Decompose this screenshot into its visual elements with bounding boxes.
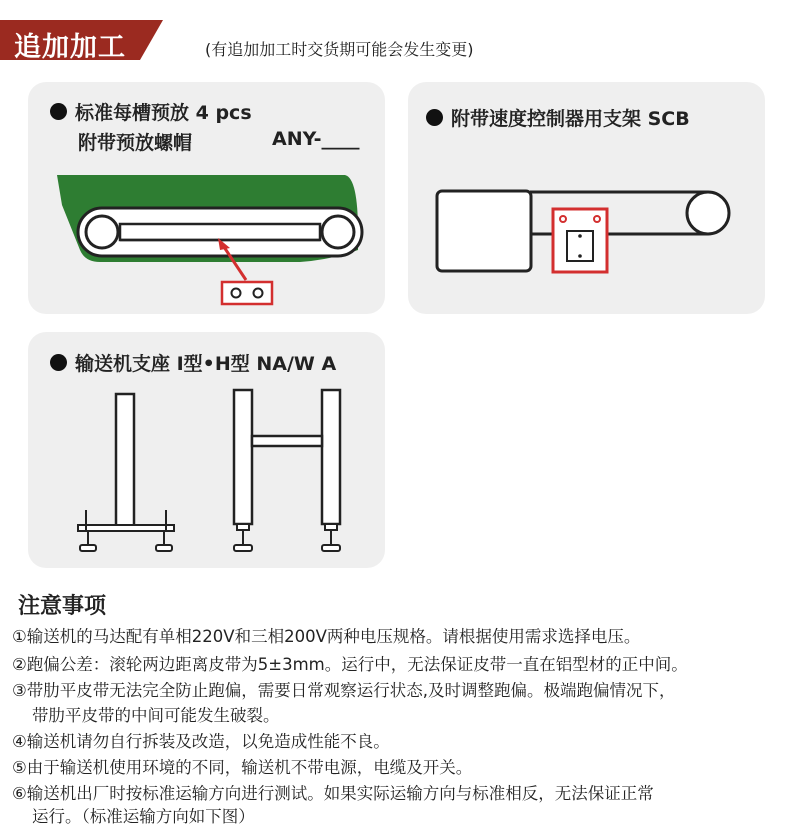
note-item-6: ⑥输送机出厂时按标准运输方向进行测试。如果实际运输方向与标准相反，无法保证正常 — [12, 784, 654, 803]
note-item-1: ①输送机的马达配有单相220V和三相200V两种电压规格。请根据使用需求选择电压。 — [12, 627, 641, 646]
note-item-6-cont: 运行。（标准运输方向如下图） — [32, 807, 255, 826]
card1-line1: 标准每槽预放 4 pcs — [50, 98, 252, 125]
i-type-stand — [78, 394, 174, 551]
note-item-3: ③带肋平皮带无法完全防止跑偏，需要日常观察运行状态,及时调整跑偏。极端跑偏情况下， — [12, 681, 676, 700]
card3-title: 输送机支座 I型•H型 NA/W A — [50, 349, 336, 376]
note-item-2: ②跑偏公差：滚轮两边距离皮带为5±3mm。运行中，无法保证皮带一直在铝型材的正中间。 — [12, 655, 688, 674]
card1-line2-label: 附带预放螺帽 — [78, 132, 193, 154]
section-note: (有追加加工时交货期可能会发生变更) — [205, 40, 474, 59]
h-type-stand — [234, 390, 340, 551]
note-item-3-cont: 带肋平皮带的中间可能发生破裂。 — [32, 706, 280, 725]
note-item-5: ⑤由于输送机使用环境的不同，输送机不带电源，电缆及开关。 — [12, 758, 473, 777]
notes-title: 注意事项 — [18, 594, 107, 619]
section-title: 追加加工 — [14, 32, 126, 63]
card2-title: 附带速度控制器用支架 SCB — [426, 104, 690, 131]
note-item-4: ④输送机请勿自行拆装及改造，以免造成性能不良。 — [12, 732, 390, 751]
card1-line2-code: ANY-____ — [272, 128, 360, 150]
